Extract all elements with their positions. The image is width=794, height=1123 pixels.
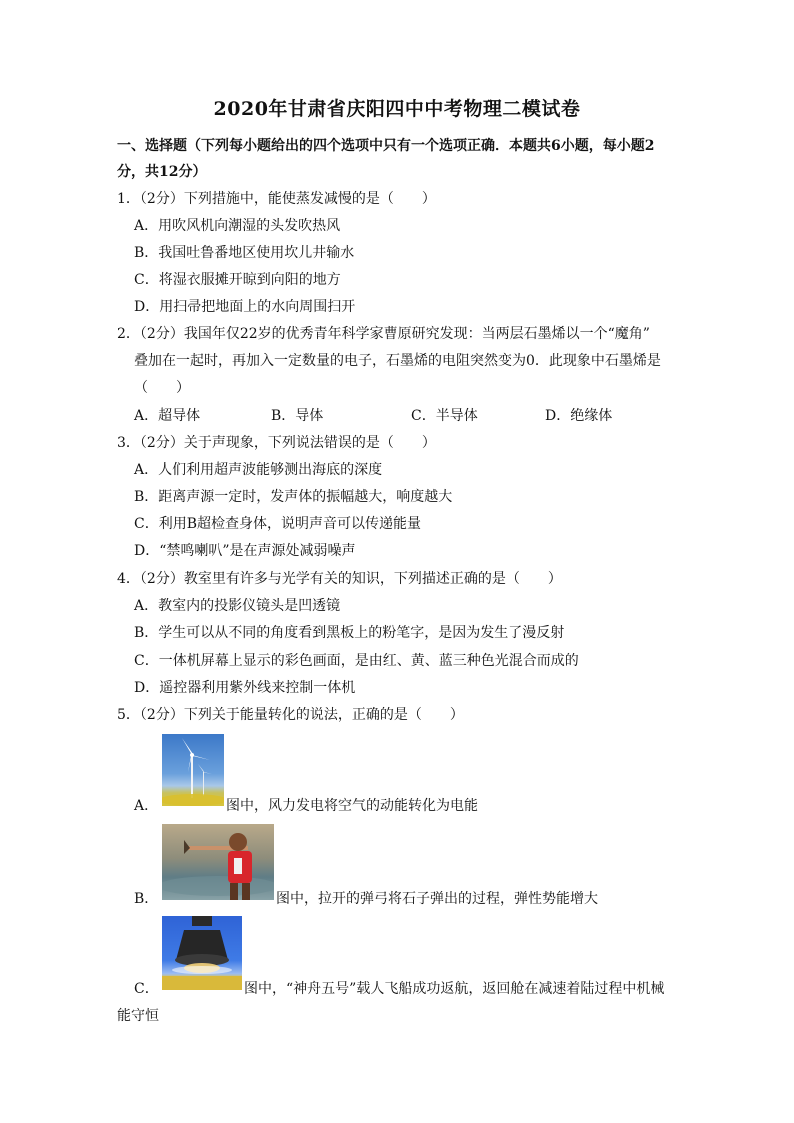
return-capsule-image: [162, 916, 242, 990]
q1-option-a: A．用吹风机向潮湿的头发吹热风: [134, 218, 341, 234]
q2-option-b: B．导体: [271, 408, 324, 424]
q4-option-a: A．教室内的投影仪镜头是凹透镜: [134, 598, 341, 614]
q5-option-c-text-continued: 能守恒: [117, 1008, 159, 1024]
q1-option-b: B．我国吐鲁番地区使用坎儿井输水: [134, 245, 355, 261]
wind-turbine-drawing: [162, 734, 224, 806]
q5-option-b-label: B．: [134, 891, 159, 907]
q2-stem-line2: 叠加在一起时，再加入一定数量的电子，石墨烯的电阻突然变为0．此现象中石墨烯是: [134, 353, 661, 369]
q1-option-d: D．用扫帚把地面上的水向周围扫开: [134, 299, 356, 315]
q5-option-a-label: A．: [134, 798, 159, 814]
q5-option-a-text: 图中，风力发电将空气的动能转化为电能: [226, 798, 478, 814]
q4-option-d: D．遥控器利用紫外线来控制一体机: [134, 680, 356, 696]
page-title: 2020年甘肃省庆阳四中中考物理二模试卷: [213, 98, 581, 120]
q3-option-b: B．距离声源一定时，发声体的振幅越大，响度越大: [134, 489, 453, 505]
q2-option-d: D．绝缘体: [545, 408, 613, 424]
q5-stem: 5．（2分）下列关于能量转化的说法，正确的是（ ）: [117, 707, 464, 723]
q4-stem: 4．（2分）教室里有许多与光学有关的知识，下列描述正确的是（ ）: [117, 571, 562, 587]
q3-option-d: D．“禁鸣喇叭”是在声源处减弱噪声: [134, 543, 356, 559]
q2-stem-line3: （ ）: [134, 380, 190, 396]
capsule-drawing: [162, 916, 242, 990]
q5-option-c-text: 图中，“神舟五号”载人飞船成功返航，返回舱在减速着陆过程中机械: [244, 981, 665, 997]
q2-option-a: A．超导体: [134, 408, 201, 424]
q3-option-a: A．人们利用超声波能够测出海底的深度: [134, 462, 383, 478]
q3-option-c: C．利用B超检查身体，说明声音可以传递能量: [134, 516, 421, 532]
q5-option-b-text: 图中，拉开的弹弓将石子弹出的过程，弹性势能增大: [276, 891, 598, 907]
q4-option-c: C．一体机屏幕上显示的彩色画面，是由红、黄、蓝三种色光混合而成的: [134, 653, 579, 669]
section-heading-line2: 分，共12分）: [117, 164, 207, 180]
q4-option-b: B．学生可以从不同的角度看到黑板上的粉笔字，是因为发生了漫反射: [134, 625, 565, 641]
q1-option-c: C．将湿衣服摊开晾到向阳的地方: [134, 272, 341, 288]
q2-stem-line1: 2．（2分）我国年仅22岁的优秀青年科学家曹原研究发现：当两层石墨烯以一个“魔角”: [117, 326, 650, 342]
q3-stem: 3．（2分）关于声现象，下列说法错误的是（ ）: [117, 435, 436, 451]
wind-turbine-image: [162, 734, 224, 806]
q5-option-c-label: C．: [134, 981, 159, 997]
q2-option-c: C．半导体: [411, 408, 478, 424]
slingshot-boy-image: [162, 824, 274, 900]
section-heading-line1: 一、选择题（下列每小题给出的四个选项中只有一个选项正确．本题共6小题，每小题2: [117, 138, 655, 154]
q1-stem: 1．（2分）下列措施中，能使蒸发减慢的是（ ）: [117, 191, 436, 207]
slingshot-drawing: [162, 824, 274, 900]
